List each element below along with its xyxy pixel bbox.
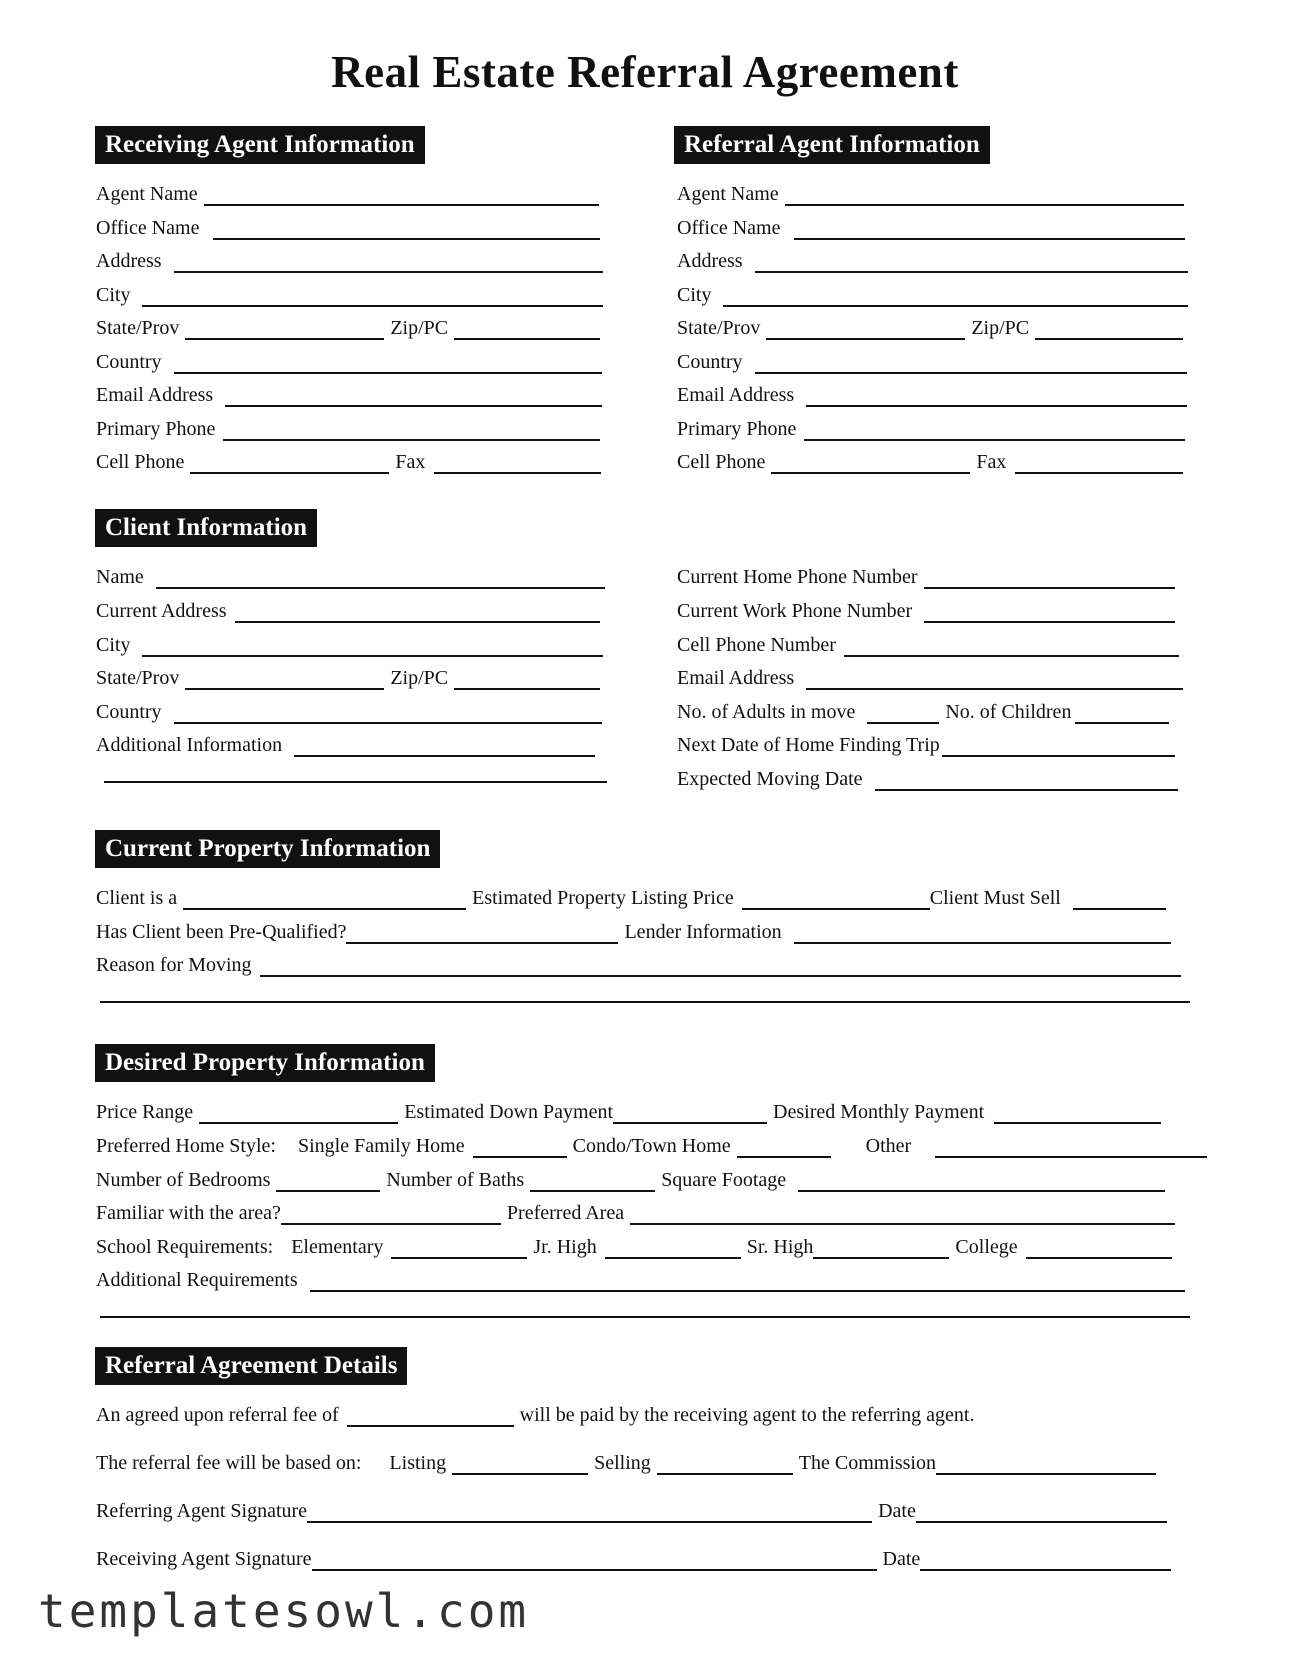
client-country-row bbox=[96, 694, 602, 724]
receiving-zip-label: Zip/PC bbox=[390, 317, 449, 339]
client-children-field[interactable] bbox=[1075, 722, 1169, 724]
down-payment-label: Estimated Down Payment bbox=[404, 1101, 614, 1123]
receiving-signature-row bbox=[96, 1541, 1171, 1571]
referral-country-label: Country bbox=[677, 351, 743, 373]
client-children-label: No. of Children bbox=[945, 701, 1072, 723]
sqft-label: Square Footage bbox=[661, 1169, 787, 1191]
receiving-office-row bbox=[96, 210, 600, 240]
referring-signature-row bbox=[96, 1493, 1167, 1523]
client-home-phone-row bbox=[677, 559, 1175, 589]
school-label: School Requirements: bbox=[96, 1236, 274, 1258]
client-name-label: Name bbox=[96, 566, 144, 588]
familiar-label: Familiar with the area? bbox=[96, 1202, 281, 1224]
client-name-row bbox=[96, 559, 605, 589]
additional-req-field[interactable] bbox=[310, 1290, 1185, 1292]
referral-country-row bbox=[677, 344, 1187, 374]
home-style-label: Preferred Home Style: bbox=[96, 1135, 276, 1157]
agreement-basis-row bbox=[96, 1445, 1156, 1475]
client-work-phone-field[interactable] bbox=[924, 621, 1175, 623]
receiving-country-label: Country bbox=[96, 351, 162, 373]
single-family-label: Single Family Home bbox=[297, 1135, 465, 1157]
desired-row-3 bbox=[96, 1162, 1165, 1192]
client-additional-field-2[interactable] bbox=[104, 781, 607, 783]
client-moving-field[interactable] bbox=[875, 789, 1178, 791]
client-address-row bbox=[96, 593, 600, 623]
referral-city-row bbox=[677, 277, 1188, 307]
receiving-fax-label: Fax bbox=[395, 451, 426, 473]
receiving-address-field[interactable] bbox=[174, 271, 603, 273]
reason-moving-field[interactable] bbox=[260, 975, 1181, 977]
referral-country-field[interactable] bbox=[755, 372, 1187, 374]
monthly-payment-label: Desired Monthly Payment bbox=[773, 1101, 985, 1123]
baths-label: Number of Baths bbox=[386, 1169, 525, 1191]
receiving-city-label: City bbox=[96, 284, 131, 306]
client-home-phone-label: Current Home Phone Number bbox=[677, 566, 918, 588]
must-sell-field[interactable] bbox=[1073, 908, 1166, 910]
client-email-label: Email Address bbox=[677, 667, 795, 689]
current-property-row-2 bbox=[96, 914, 1171, 944]
referral-agent-name-field[interactable] bbox=[785, 204, 1184, 206]
preferred-area-label: Preferred Area bbox=[506, 1202, 625, 1224]
section-header-receiving-agent: Receiving Agent Information bbox=[95, 126, 425, 164]
receiving-country-field[interactable] bbox=[174, 372, 602, 374]
single-family-field[interactable] bbox=[473, 1156, 567, 1158]
referral-phone-label: Primary Phone bbox=[677, 418, 797, 440]
receiving-address-row bbox=[96, 243, 603, 273]
referral-address-label: Address bbox=[677, 250, 743, 272]
based-on-label: The referral fee will be based on: bbox=[96, 1452, 362, 1474]
client-address-field[interactable] bbox=[235, 621, 600, 623]
baths-field[interactable] bbox=[530, 1190, 655, 1192]
section-header-client: Client Information bbox=[95, 509, 317, 547]
referral-zip-field[interactable] bbox=[1035, 338, 1183, 340]
section-header-current-property: Current Property Information bbox=[95, 830, 440, 868]
desired-row-6 bbox=[96, 1262, 1185, 1292]
client-additional-field[interactable] bbox=[294, 755, 595, 757]
receiving-phone-row bbox=[96, 411, 600, 441]
bedrooms-field[interactable] bbox=[276, 1190, 380, 1192]
referral-email-field[interactable] bbox=[806, 405, 1187, 407]
referral-office-label: Office Name bbox=[677, 217, 781, 239]
client-moving-label: Expected Moving Date bbox=[677, 768, 863, 790]
page-title: Real Estate Referral Agreement bbox=[331, 47, 959, 97]
section-header-referral-agent: Referral Agent Information bbox=[674, 126, 990, 164]
client-trip-field[interactable] bbox=[942, 755, 1175, 757]
familiar-field[interactable] bbox=[281, 1223, 501, 1225]
receiving-email-label: Email Address bbox=[96, 384, 214, 406]
referral-state-row bbox=[677, 310, 1183, 340]
desired-row-4 bbox=[96, 1195, 1175, 1225]
referring-signature-field[interactable] bbox=[307, 1521, 872, 1523]
referral-phone-row bbox=[677, 411, 1185, 441]
receiving-country-row bbox=[96, 344, 602, 374]
desired-row-2 bbox=[96, 1128, 1207, 1158]
jr-high-label: Jr. High bbox=[533, 1236, 597, 1258]
receiving-cell-row bbox=[96, 444, 601, 474]
receiving-agent-name-label: Agent Name bbox=[96, 183, 198, 205]
elementary-label: Elementary bbox=[291, 1236, 384, 1258]
client-work-phone-row bbox=[677, 593, 1175, 623]
sr-high-field[interactable] bbox=[813, 1257, 949, 1259]
desired-row-1 bbox=[96, 1094, 1161, 1124]
client-country-label: Country bbox=[96, 701, 162, 723]
client-home-phone-field[interactable] bbox=[924, 587, 1175, 589]
receiving-address-label: Address bbox=[96, 250, 162, 272]
receiving-state-row bbox=[96, 310, 600, 340]
client-city-row bbox=[96, 627, 603, 657]
client-state-label: State/Prov bbox=[96, 667, 180, 689]
client-moving-row bbox=[677, 761, 1178, 791]
receiving-office-field[interactable] bbox=[213, 238, 600, 240]
bedrooms-label: Number of Bedrooms bbox=[96, 1169, 271, 1191]
client-name-field[interactable] bbox=[156, 587, 605, 589]
referral-state-field[interactable] bbox=[766, 338, 965, 340]
receiving-city-field[interactable] bbox=[142, 305, 603, 307]
receiving-phone-label: Primary Phone bbox=[96, 418, 216, 440]
referral-address-row bbox=[677, 243, 1188, 273]
referring-date-label: Date bbox=[878, 1500, 916, 1522]
referral-email-label: Email Address bbox=[677, 384, 795, 406]
price-range-label: Price Range bbox=[96, 1101, 194, 1123]
client-city-label: City bbox=[96, 634, 131, 656]
referral-cell-row bbox=[677, 444, 1183, 474]
sr-high-label: Sr. High bbox=[746, 1236, 814, 1258]
commission-label: The Commission bbox=[798, 1452, 936, 1474]
referral-city-field[interactable] bbox=[723, 305, 1188, 307]
other-label: Other bbox=[865, 1135, 912, 1157]
desired-row-5 bbox=[96, 1229, 1172, 1259]
client-state-row bbox=[96, 660, 600, 690]
client-trip-label: Next Date of Home Finding Trip bbox=[677, 734, 940, 756]
jr-high-field[interactable] bbox=[605, 1257, 741, 1259]
client-cell-row bbox=[677, 627, 1179, 657]
fee-suffix-label: will be paid by the receiving agent to the referring agent. bbox=[519, 1404, 975, 1426]
listing-price-label: Estimated Property Listing Price bbox=[472, 887, 734, 909]
referral-fax-field[interactable] bbox=[1015, 472, 1183, 474]
receiving-state-field[interactable] bbox=[185, 338, 384, 340]
referral-state-label: State/Prov bbox=[677, 317, 761, 339]
receiving-signature-field[interactable] bbox=[312, 1569, 877, 1571]
listing-field[interactable] bbox=[452, 1473, 588, 1475]
current-property-row-3 bbox=[96, 947, 1181, 977]
receiving-state-label: State/Prov bbox=[96, 317, 180, 339]
client-adults-field[interactable] bbox=[867, 722, 939, 724]
receiving-zip-field[interactable] bbox=[454, 338, 600, 340]
preferred-area-field[interactable] bbox=[630, 1223, 1175, 1225]
reason-moving-label: Reason for Moving bbox=[96, 954, 252, 976]
condo-label: Condo/Town Home bbox=[572, 1135, 731, 1157]
referring-date-field[interactable] bbox=[916, 1521, 1167, 1523]
referral-agent-name-label: Agent Name bbox=[677, 183, 779, 205]
prequalified-label: Has Client been Pre-Qualified? bbox=[96, 921, 347, 943]
referral-email-row bbox=[677, 377, 1187, 407]
referral-zip-label: Zip/PC bbox=[971, 317, 1030, 339]
referral-fee-field[interactable] bbox=[347, 1425, 514, 1427]
selling-field[interactable] bbox=[657, 1473, 793, 1475]
down-payment-field[interactable] bbox=[613, 1122, 767, 1124]
reason-moving-field-2[interactable] bbox=[100, 1001, 1190, 1003]
referral-address-field[interactable] bbox=[755, 271, 1188, 273]
college-label: College bbox=[955, 1236, 1018, 1258]
client-email-row bbox=[677, 660, 1183, 690]
selling-label: Selling bbox=[594, 1452, 651, 1474]
listing-label: Listing bbox=[389, 1452, 447, 1474]
prequalified-field[interactable] bbox=[346, 942, 618, 944]
client-address-label: Current Address bbox=[96, 600, 227, 622]
referral-cell-label: Cell Phone bbox=[677, 451, 766, 473]
receiving-office-label: Office Name bbox=[96, 217, 200, 239]
client-email-field[interactable] bbox=[806, 688, 1183, 690]
lender-label: Lender Information bbox=[624, 921, 782, 943]
elementary-field[interactable] bbox=[391, 1257, 527, 1259]
client-additional-row bbox=[96, 727, 595, 757]
current-property-row-1 bbox=[96, 880, 1166, 910]
referral-fax-label: Fax bbox=[976, 451, 1007, 473]
client-work-phone-label: Current Work Phone Number bbox=[677, 600, 913, 622]
receiving-cell-field[interactable] bbox=[190, 472, 389, 474]
receiving-agent-name-row bbox=[96, 176, 599, 206]
commission-field[interactable] bbox=[936, 1473, 1156, 1475]
client-zip-label: Zip/PC bbox=[390, 667, 449, 689]
additional-req-field-2[interactable] bbox=[100, 1316, 1190, 1318]
referral-office-field[interactable] bbox=[794, 238, 1185, 240]
referral-phone-field[interactable] bbox=[804, 439, 1185, 441]
referring-signature-label: Referring Agent Signature bbox=[96, 1500, 308, 1522]
client-cell-label: Cell Phone Number bbox=[677, 634, 836, 656]
receiving-fax-field[interactable] bbox=[434, 472, 601, 474]
agreement-fee-row bbox=[96, 1397, 974, 1427]
client-trip-row bbox=[677, 727, 1175, 757]
condo-field[interactable] bbox=[737, 1156, 831, 1158]
watermark: templatesowl.com bbox=[38, 1584, 530, 1638]
client-household-row bbox=[677, 694, 1169, 724]
additional-req-label: Additional Requirements bbox=[96, 1269, 298, 1291]
client-city-field[interactable] bbox=[142, 655, 603, 657]
fee-prefix-label: An agreed upon referral fee of bbox=[96, 1404, 339, 1426]
price-range-field[interactable] bbox=[199, 1122, 398, 1124]
receiving-date-label: Date bbox=[882, 1548, 921, 1570]
client-cell-field[interactable] bbox=[844, 655, 1179, 657]
other-field[interactable] bbox=[935, 1156, 1207, 1158]
client-is-field[interactable] bbox=[183, 908, 466, 910]
section-header-desired-property: Desired Property Information bbox=[95, 1044, 435, 1082]
client-state-field[interactable] bbox=[185, 688, 384, 690]
referral-office-row bbox=[677, 210, 1185, 240]
receiving-agent-name-field[interactable] bbox=[204, 204, 599, 206]
sqft-field[interactable] bbox=[798, 1190, 1165, 1192]
must-sell-label: Client Must Sell bbox=[929, 887, 1061, 909]
client-country-field[interactable] bbox=[174, 722, 602, 724]
referral-agent-name-row bbox=[677, 176, 1184, 206]
college-field[interactable] bbox=[1026, 1257, 1172, 1259]
client-additional-label: Additional Information bbox=[96, 734, 283, 756]
receiving-signature-label: Receiving Agent Signature bbox=[96, 1548, 312, 1570]
receiving-email-row bbox=[96, 377, 602, 407]
receiving-email-field[interactable] bbox=[225, 405, 602, 407]
referral-cell-field[interactable] bbox=[771, 472, 970, 474]
receiving-cell-label: Cell Phone bbox=[96, 451, 185, 473]
client-is-label: Client is a bbox=[96, 887, 178, 909]
listing-price-field[interactable] bbox=[742, 908, 930, 910]
receiving-date-field[interactable] bbox=[920, 1569, 1171, 1571]
lender-field[interactable] bbox=[794, 942, 1171, 944]
receiving-city-row bbox=[96, 277, 603, 307]
referral-city-label: City bbox=[677, 284, 712, 306]
monthly-payment-field[interactable] bbox=[994, 1122, 1161, 1124]
section-header-agreement: Referral Agreement Details bbox=[95, 1347, 407, 1385]
receiving-phone-field[interactable] bbox=[223, 439, 600, 441]
client-adults-label: No. of Adults in move bbox=[677, 701, 856, 723]
client-zip-field[interactable] bbox=[454, 688, 600, 690]
